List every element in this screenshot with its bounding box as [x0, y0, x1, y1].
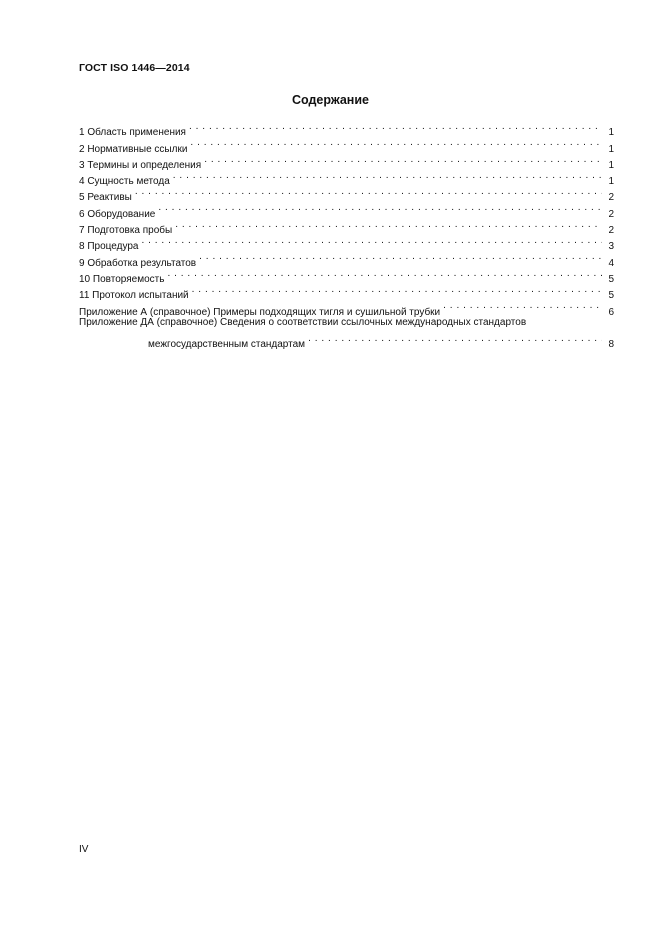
toc-entry[interactable]	[79, 200, 614, 220]
toc-entry-page: 2	[608, 225, 614, 237]
dot-leader	[441, 298, 602, 314]
toc-entry-page: 5	[608, 290, 614, 302]
toc-entry-label: 6 Оборудование	[79, 208, 156, 220]
toc-entry-label: 3 Термины и определения	[79, 159, 202, 171]
toc-entry-page: 1	[608, 127, 614, 139]
toc-entry-label: Приложение ДА (справочное) Сведения о соответствии ссылочных международных стандартов	[79, 316, 527, 328]
toc-entry-label: 7 Подготовка пробы	[79, 225, 173, 237]
toc-entry-page: 8	[608, 339, 614, 351]
toc-entry-label: 9 Обработка результатов	[79, 257, 197, 269]
toc-entry-page: 1	[608, 176, 614, 188]
toc-entry-label: 4 Сущность метода	[79, 176, 170, 188]
toc-title: Содержание	[291, 93, 369, 107]
toc-entry-page: 4	[608, 257, 614, 269]
toc-entry[interactable]	[79, 217, 614, 237]
dot-leader	[188, 135, 602, 151]
page-number: IV	[79, 844, 89, 855]
toc-entry-page: 3	[608, 241, 614, 253]
toc-entry-page: 2	[608, 208, 614, 220]
dot-leader	[133, 184, 602, 200]
dot-leader	[173, 217, 602, 233]
table-of-contents	[79, 119, 614, 351]
toc-entry-label: 8 Процедура	[79, 241, 139, 253]
toc-entry-label: 1 Область применения	[79, 127, 186, 139]
toc-entry-page: 1	[608, 143, 614, 155]
toc-entry[interactable]	[79, 249, 614, 269]
toc-entry[interactable]	[79, 184, 614, 204]
dot-leader	[202, 152, 602, 168]
toc-entry-label-continued: межгосударственным стандартам	[148, 339, 306, 351]
dot-leader	[190, 282, 602, 298]
toc-entry-page: 6	[608, 306, 614, 318]
dot-leader	[156, 200, 602, 216]
dot-leader	[165, 266, 602, 282]
dot-leader	[187, 119, 602, 135]
toc-entry-appendix-da-continued[interactable]	[79, 331, 614, 351]
dot-leader	[306, 331, 602, 347]
dot-leader	[197, 249, 602, 265]
toc-entry-label: 2 Нормативные ссылки	[79, 143, 188, 155]
toc-entry-label: 11 Протокол испытаний	[79, 290, 189, 302]
toc-entry-label: Приложение А (справочное) Примеры подходящих тигля и сушильной трубки	[79, 306, 441, 318]
standard-designation: ГОСТ ISO 1446—2014	[79, 62, 190, 74]
dot-leader	[171, 168, 602, 184]
toc-entry[interactable]	[79, 119, 614, 139]
toc-entry-label: 10 Повторяемость	[79, 273, 165, 285]
dot-leader	[139, 233, 602, 249]
toc-entry[interactable]	[79, 233, 614, 253]
toc-entry-page: 2	[608, 192, 614, 204]
toc-entry-label: 5 Реактивы	[79, 192, 132, 204]
toc-entry-appendix-da[interactable]	[79, 315, 614, 331]
toc-entry-page: 1	[608, 159, 614, 171]
toc-entry-page: 5	[608, 273, 614, 285]
